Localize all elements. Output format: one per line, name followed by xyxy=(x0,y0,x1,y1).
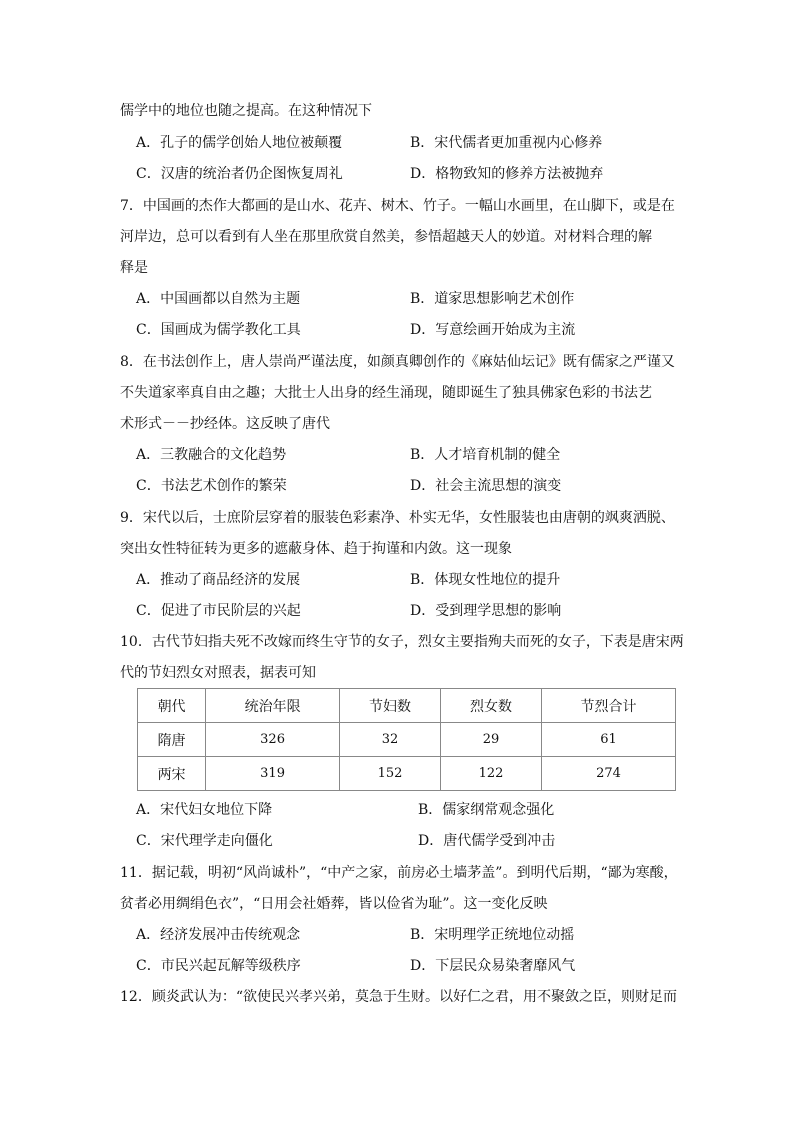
table-cell: 122 xyxy=(441,757,542,791)
q7-stem-line-2: 河岸边，总可以看到有人坐在那里欣赏自然美，参悟超越天人的妙道。对材料合理的解 xyxy=(120,229,652,245)
q11-option-c: C．市民兴起瓦解等级秩序 xyxy=(136,958,301,974)
table-cell: 32 xyxy=(340,723,441,757)
table-row xyxy=(138,757,676,791)
table-cell: 隋唐 xyxy=(138,723,206,757)
table-cell: 61 xyxy=(542,723,676,757)
q7-option-d: D．写意绘画开始成为主流 xyxy=(410,322,576,338)
q9-stem-line-1: 9．宋代以后，士庶阶层穿着的服装色彩素净、朴实无华，女性服装也由唐朝的飒爽洒脱、 xyxy=(120,510,675,526)
q9-option-d: D．受到理学思想的影响 xyxy=(410,603,562,619)
q8-option-b: B．人才培育机制的健全 xyxy=(410,447,561,463)
q8-stem-line-2: 不失道家率真自由之趣；大批士人出身的经生涌现，随即诞生了独具佛家色彩的书法艺 xyxy=(120,385,652,401)
q10-stem-line-1: 10．古代节妇指夫死不改嫁而终生守节的女子，烈女主要指殉夫而死的女子，下表是唐宋两 xyxy=(120,634,684,650)
q9-option-c: C．促进了市民阶层的兴起 xyxy=(136,603,301,619)
table-row xyxy=(138,723,676,757)
table-cell: 29 xyxy=(441,723,542,757)
q10-option-b: B．儒家纲常观念强化 xyxy=(418,802,555,818)
table-header-cell: 节妇数 xyxy=(340,689,441,723)
q9-option-a: A．推动了商品经济的发展 xyxy=(136,572,301,588)
q8-option-c: C．书法艺术创作的繁荣 xyxy=(136,478,287,494)
table-header-cell: 朝代 xyxy=(138,689,206,723)
table-header-cell: 节烈合计 xyxy=(542,689,676,723)
table-header-cell: 统治年限 xyxy=(206,689,340,723)
table-cell: 326 xyxy=(206,723,340,757)
q11-option-b: B．宋明理学正统地位动摇 xyxy=(410,927,575,943)
q10-option-d: D．唐代儒学受到冲击 xyxy=(418,833,556,849)
q8-option-d: D．社会主流思想的演变 xyxy=(410,478,562,494)
table-header-row xyxy=(138,689,676,723)
q10-option-a: A．宋代妇女地位下降 xyxy=(136,802,273,818)
q12-stem-line-1: 12．顾炎武认为：“欲使民兴孝兴弟，莫急于生财。以好仁之君，用不聚敛之臣，则财足而 xyxy=(120,989,677,1005)
q7-option-c: C．国画成为儒学教化工具 xyxy=(136,322,301,338)
q7-stem-line-3: 释是 xyxy=(120,260,148,276)
q9-stem-line-2: 突出女性特征转为更多的遮蔽身体、趋于拘谨和内敛。这一现象 xyxy=(120,541,512,557)
table-cell: 274 xyxy=(542,757,676,791)
q10-option-c: C．宋代理学走向僵化 xyxy=(136,833,273,849)
chastity-comparison-table xyxy=(137,688,676,791)
q6-option-d: D．格物致知的修养方法被抛弃 xyxy=(410,166,604,182)
q8-stem-line-3: 术形式－－抄经体。这反映了唐代 xyxy=(120,416,330,432)
q8-option-a: A．三教融合的文化趋势 xyxy=(136,447,287,463)
q6-stem-continued: 儒学中的地位也随之提高。在这种情况下 xyxy=(120,103,372,119)
table-cell: 两宋 xyxy=(138,757,206,791)
q7-stem-line-1: 7．中国画的杰作大都画的是山水、花卉、树木、竹子。一幅山水画里，在山脚下，或是在 xyxy=(120,198,675,214)
table-cell: 319 xyxy=(206,757,340,791)
q11-stem-line-1: 11．据记载，明初“风尚诚朴”，“中产之家，前房必土墙茅盖”。到明代后期，“鄙为寒酸， xyxy=(120,865,678,881)
q6-option-c: C．汉唐的统治者仍企图恢复周礼 xyxy=(136,166,343,182)
q11-stem-line-2: 贫者必用绸绢色衣”，“日用会社婚葬，皆以俭省为耻”。这一变化反映 xyxy=(120,896,548,912)
q8-stem-line-1: 8．在书法创作上，唐人崇尚严谨法度，如颜真卿创作的《麻姑仙坛记》既有儒家之严谨又 xyxy=(120,354,675,370)
q10-stem-line-2: 代的节妇烈女对照表，据表可知 xyxy=(120,665,316,681)
table-header-cell: 烈女数 xyxy=(441,689,542,723)
q7-option-a: A．中国画都以自然为主题 xyxy=(136,291,301,307)
q6-option-b: B．宋代儒者更加重视内心修养 xyxy=(410,135,603,151)
q11-option-a: A．经济发展冲击传统观念 xyxy=(136,927,301,943)
q6-option-a: A．孔子的儒学创始人地位被颠覆 xyxy=(136,135,343,151)
table-cell: 152 xyxy=(340,757,441,791)
q7-option-b: B．道家思想影响艺术创作 xyxy=(410,291,575,307)
q9-option-b: B．体现女性地位的提升 xyxy=(410,572,561,588)
q11-option-d: D．下层民众易染奢靡风气 xyxy=(410,958,576,974)
